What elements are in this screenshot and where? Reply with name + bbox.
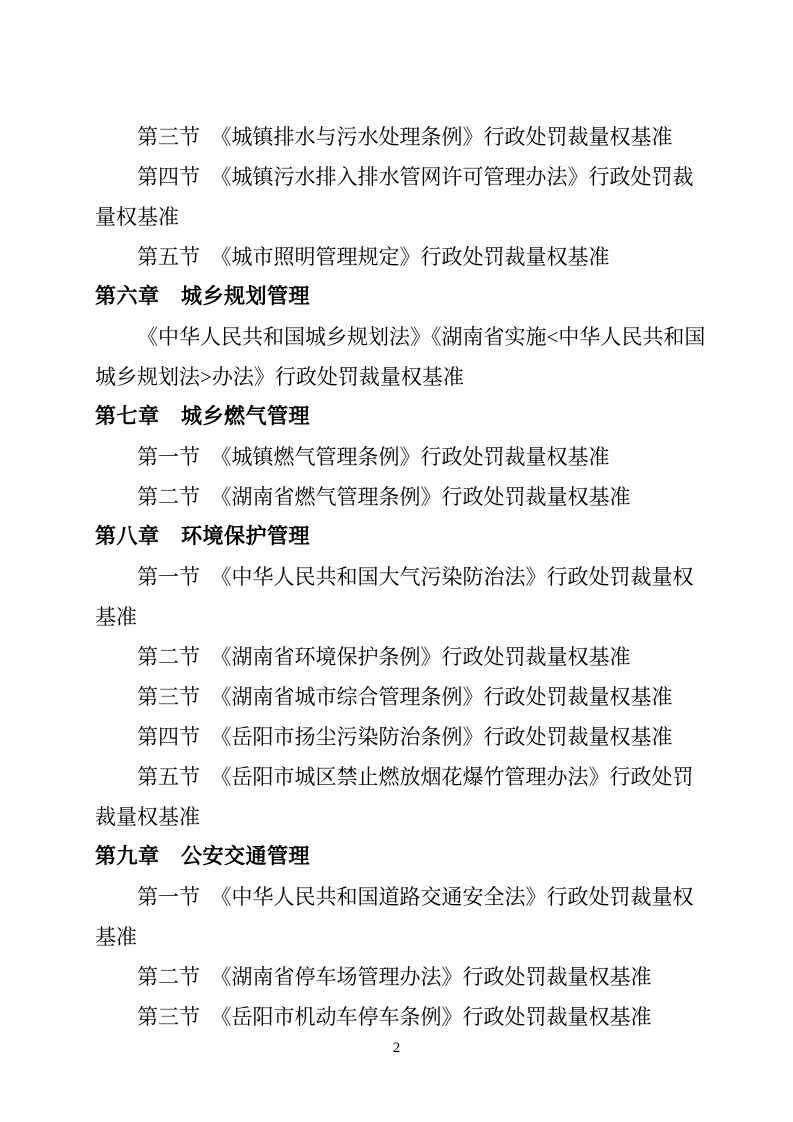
toc-line: 《中华人民共和国城乡规划法》《湖南省实施<中华人民共和国 bbox=[137, 325, 706, 349]
chapter-heading: 第八章 环境保护管理 bbox=[95, 525, 310, 548]
toc-line: 第二节 《湖南省环境保护条例》行政处罚裁量权基准 bbox=[137, 645, 631, 669]
chapter-heading: 第七章 城乡燃气管理 bbox=[95, 405, 310, 428]
toc-line: 第三节 《城镇排水与污水处理条例》行政处罚裁量权基准 bbox=[137, 125, 673, 149]
toc-line: 第五节 《岳阳市城区禁止燃放烟花爆竹管理办法》行政处罚 bbox=[137, 765, 694, 789]
toc-line: 第三节 《岳阳市机动车停车条例》行政处罚裁量权基准 bbox=[137, 1005, 652, 1029]
toc-line: 第二节 《湖南省停车场管理办法》行政处罚裁量权基准 bbox=[137, 965, 652, 989]
chapter-heading: 第六章 城乡规划管理 bbox=[95, 285, 310, 308]
toc-line: 第三节 《湖南省城市综合管理条例》行政处罚裁量权基准 bbox=[137, 685, 673, 709]
toc-line: 城乡规划法>办法》行政处罚裁量权基准 bbox=[95, 365, 464, 389]
chapter-heading: 第九章 公安交通管理 bbox=[95, 845, 310, 868]
toc-line: 第四节 《岳阳市扬尘污染防治条例》行政处罚裁量权基准 bbox=[137, 725, 673, 749]
toc-line: 裁量权基准 bbox=[95, 805, 200, 829]
toc-line: 第四节 《城镇污水排入排水管网许可管理办法》行政处罚裁 bbox=[137, 165, 694, 189]
toc-line: 第一节 《中华人民共和国道路交通安全法》行政处罚裁量权 bbox=[137, 885, 694, 909]
page-number: 2 bbox=[392, 1040, 401, 1056]
toc-line: 基准 bbox=[95, 605, 137, 629]
toc-line: 第一节 《城镇燃气管理条例》行政处罚裁量权基准 bbox=[137, 445, 610, 469]
toc-line: 第一节 《中华人民共和国大气污染防治法》行政处罚裁量权 bbox=[137, 565, 694, 589]
toc-line: 量权基准 bbox=[95, 205, 179, 229]
toc-line: 第五节 《城市照明管理规定》行政处罚裁量权基准 bbox=[137, 245, 610, 269]
toc-line: 基准 bbox=[95, 925, 137, 949]
toc-lines bbox=[95, 117, 705, 1037]
toc-line: 第二节 《湖南省燃气管理条例》行政处罚裁量权基准 bbox=[137, 485, 631, 509]
